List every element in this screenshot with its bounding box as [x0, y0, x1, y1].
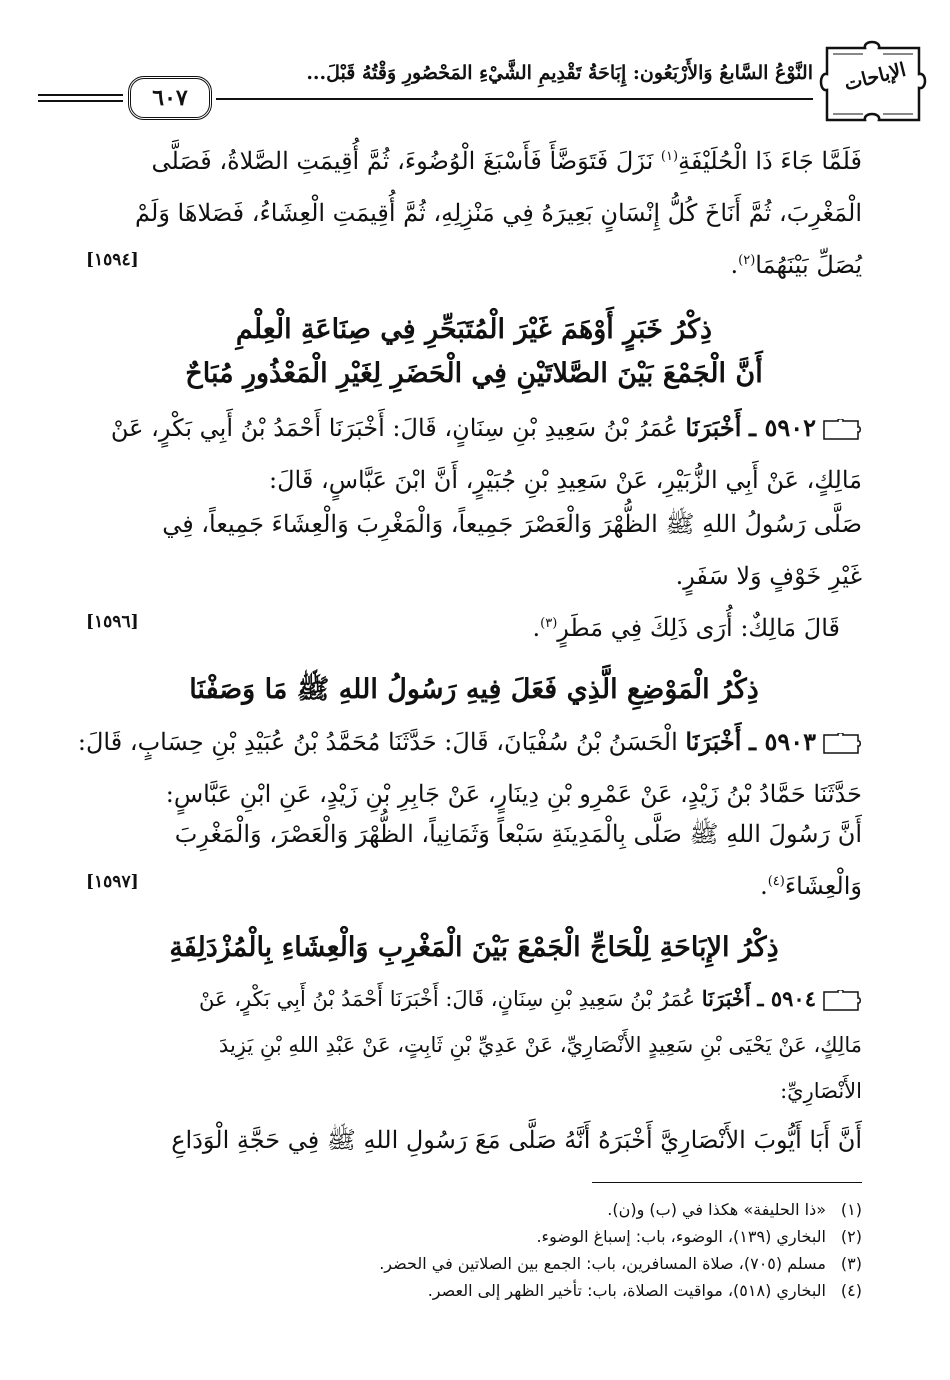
heading-line: ذِكْرُ خَبَرٍ أَوْهَمَ غَيْرَ الْمُتَبَحِّرِ فِي صِنَاعَةِ الْعِلْمِ [235, 314, 713, 345]
paragraph-7 [86, 1114, 862, 1166]
header-rule [216, 98, 813, 100]
paragraph-2 [86, 402, 862, 506]
section-heading [86, 668, 862, 712]
page-number: ٦٠٧ [128, 76, 212, 120]
text-line: مَالِكٍ، عَنْ يَحْيَى بْنِ سَعِيدٍ الأَنْصَارِيِّ، عَنْ عَدِيِّ بْنِ ثَابِتٍ، عَنْ عَبْدِ اللهِ بْنِ يَزِيدَ [218, 1033, 862, 1057]
text-line: حَدَّثَنَا حَمَّادُ بْنُ زَيْدٍ، عَنْ عَمْرِو بْنِ دِينَارٍ، عَنْ جَابِرِ بْنِ زَيْدٍ، عَنِ ابْنِ عَبَّاسٍ: [165, 780, 862, 808]
text-segment: . [532, 614, 541, 642]
footnote-separator [592, 1182, 862, 1183]
heading-line: ذِكْرُ الإِبَاحَةِ لِلْحَاجِّ الْجَمْعَ بَيْنَ الْمَغْرِبِ وَالْعِشَاءِ بِالْمُزْدَلِفَةِ [169, 932, 779, 963]
footnote-number: (٣) [840, 1254, 862, 1273]
footnote-marker: (٢) [738, 253, 756, 268]
puzzle-logo-text: الإباحات [841, 58, 909, 96]
text-line: غَيْرِ خَوْفٍ وَلا سَفَرٍ. [675, 562, 862, 590]
running-title: النَّوْعُ السَّابعُ وَالأَرْبَعُون: إِبَاحَةُ تَقْدِيمِ الشَّيْءِ المَحْصُورِ وَقْتُهُ قَبْلَ... [306, 62, 813, 84]
narration-keyword: أَخْبَرَنَا [685, 727, 742, 756]
footnote [379, 1223, 862, 1250]
text-line: صَلَّى رَسُولُ اللهِ ﷺ الظُّهْرَ وَالْعَصْرَ جَمِيعاً، وَالْمَغْرِبَ وَالْعِشَاءَ جَمِيعاً، فِي [162, 510, 862, 538]
narration-keyword: أَخْبَرَنَا [701, 986, 751, 1011]
footnote-number: (٤) [840, 1281, 862, 1300]
text-segment: يُصَلِّ بَيْنَهُمَا [755, 251, 862, 279]
text-line [86, 402, 862, 454]
paragraph-3 [86, 498, 862, 654]
footnote-text: البخاري (١٣٩)، الوضوء، باب: إسباغ الوضوء. [536, 1227, 826, 1246]
text-line: الْمَغْرِبَ، ثُمَّ أَنَاخَ كُلُّ إِنْسَانٍ بَعِيرَهُ فِي مَنْزِلِهِ، ثُمَّ أُقِيمَتِ الْعِشَاءُ، فَصَلاهَا وَلَمْ [135, 199, 862, 227]
footnote-text: البخاري (٥١٨)، مواقيت الصلاة، باب: تأخير الظهر إلى العصر. [427, 1281, 826, 1300]
footnote-text: مسلم (٧٠٥)، صلاة المسافرين، باب: الجمع بين الصلاتين في الحضر. [379, 1254, 826, 1273]
footnote-marker: (١) [660, 149, 679, 164]
page-header [38, 38, 931, 126]
text-line: مَالِكٍ، عَنْ أَبِي الزُّبَيْرِ، عَنْ سَعِيدِ بْنِ جُبَيْرٍ، أَنَّ ابْنَ عَبَّاسٍ، قَالَ: [269, 466, 862, 494]
text-line [86, 135, 862, 187]
header-rule-left-top [38, 94, 123, 96]
text-line [86, 239, 862, 291]
puzzle-piece-icon [822, 419, 862, 441]
text-segment: قَالَ مَالِكٌ: أُرَى ذَلِكَ فِي مَطَرٍ [557, 614, 840, 642]
text-line: الأَنْصَارِيِّ: [780, 1079, 862, 1103]
section-heading [86, 308, 862, 396]
text-segment: نَزَلَ فَتَوَضَّأَ فَأَسْبَغَ الْوُضُوءَ، ثُمَّ أُقِيمَتِ الصَّلاةُ، فَصَلَّى [151, 147, 654, 175]
footnote [379, 1277, 862, 1304]
text-segment: وَالْعِشَاءَ [784, 872, 862, 900]
header-rule-left-bottom [38, 100, 123, 102]
narration-keyword: أَخْبَرَنَا [685, 413, 742, 442]
section-heading [86, 926, 862, 970]
puzzle-piece-icon [822, 733, 862, 755]
text-segment: . [730, 251, 739, 279]
footnote [379, 1196, 862, 1223]
hadith-reference: [١٥٩٤] [86, 250, 139, 270]
hadith-number: ٥٩٠٣ ـ [749, 727, 816, 756]
footnotes [379, 1196, 862, 1304]
text-line [86, 602, 862, 654]
footnote-number: (٢) [840, 1227, 862, 1246]
footnote-text: «ذا الحليفة» هكذا في (ب) و(ن). [607, 1200, 826, 1219]
puzzle-piece-icon [822, 990, 862, 1012]
text-line: أَنَّ أَبَا أَيُّوبَ الأَنْصَارِيَّ أَخْبَرَهُ أَنَّهُ صَلَّى مَعَ رَسُولِ اللهِ ﷺ فِي حَجَّةِ الْوَدَاعِ [171, 1126, 862, 1154]
heading-line: أَنَّ الْجَمْعَ بَيْنَ الصَّلاتَيْنِ فِي الْحَضَرِ لِغَيْرِ الْمَعْذُورِ مُبَاحٌ [185, 358, 763, 389]
text-line: أَنَّ رَسُولَ اللهِ ﷺ صَلَّى بِالْمَدِينَةِ سَبْعاً وَثَمَانِياً، الظُّهْرَ وَالْعَصْرَ، وَالْمَغْرِبَ [174, 820, 862, 848]
footnote [379, 1250, 862, 1277]
text-segment: عُمَرُ بْنُ سَعِيدِ بْنِ سِنَانٍ، قَالَ: أَخْبَرَنَا أَحْمَدُ بْنُ أَبِي بَكْرٍ، عَنْ [110, 414, 678, 442]
hadith-number: ٥٩٠٤ ـ [757, 986, 816, 1011]
paragraph-6 [86, 976, 862, 1114]
text-line [77, 716, 862, 768]
paragraph-5 [86, 808, 862, 912]
hadith-reference: [١٥٩٧] [86, 872, 139, 892]
paragraph-1 [86, 135, 862, 291]
text-segment: . [760, 872, 768, 900]
text-segment: فَلَمَّا جَاءَ ذَا الْحُلَيْفَةِ [678, 147, 862, 175]
footnote-marker: (٤) [767, 874, 785, 889]
text-segment: الْحَسَنُ بْنُ سُفْيَانَ، قَالَ: حَدَّثَنَا مُحَمَّدُ بْنُ عُبَيْدِ بْنِ حِسَابٍ، قَالَ: [77, 728, 678, 756]
text-line [86, 976, 862, 1022]
hadith-number: ٥٩٠٢ ـ [749, 413, 816, 442]
text-line [86, 860, 862, 912]
hadith-reference: [١٥٩٦] [86, 612, 139, 632]
paragraph-4 [77, 716, 862, 820]
footnote-number: (١) [840, 1200, 862, 1219]
footnote-marker: (٣) [540, 616, 558, 631]
text-segment: عُمَرُ بْنُ سَعِيدِ بْنِ سِنَانٍ، قَالَ: أَخْبَرَنَا أَحْمَدُ بْنُ أَبِي بَكْرٍ، عَنْ [199, 987, 696, 1011]
heading-line: ذِكْرُ الْمَوْضِعِ الَّذِي فَعَلَ فِيهِ رَسُولُ اللهِ ﷺ مَا وَصَفْنَا [189, 674, 759, 705]
